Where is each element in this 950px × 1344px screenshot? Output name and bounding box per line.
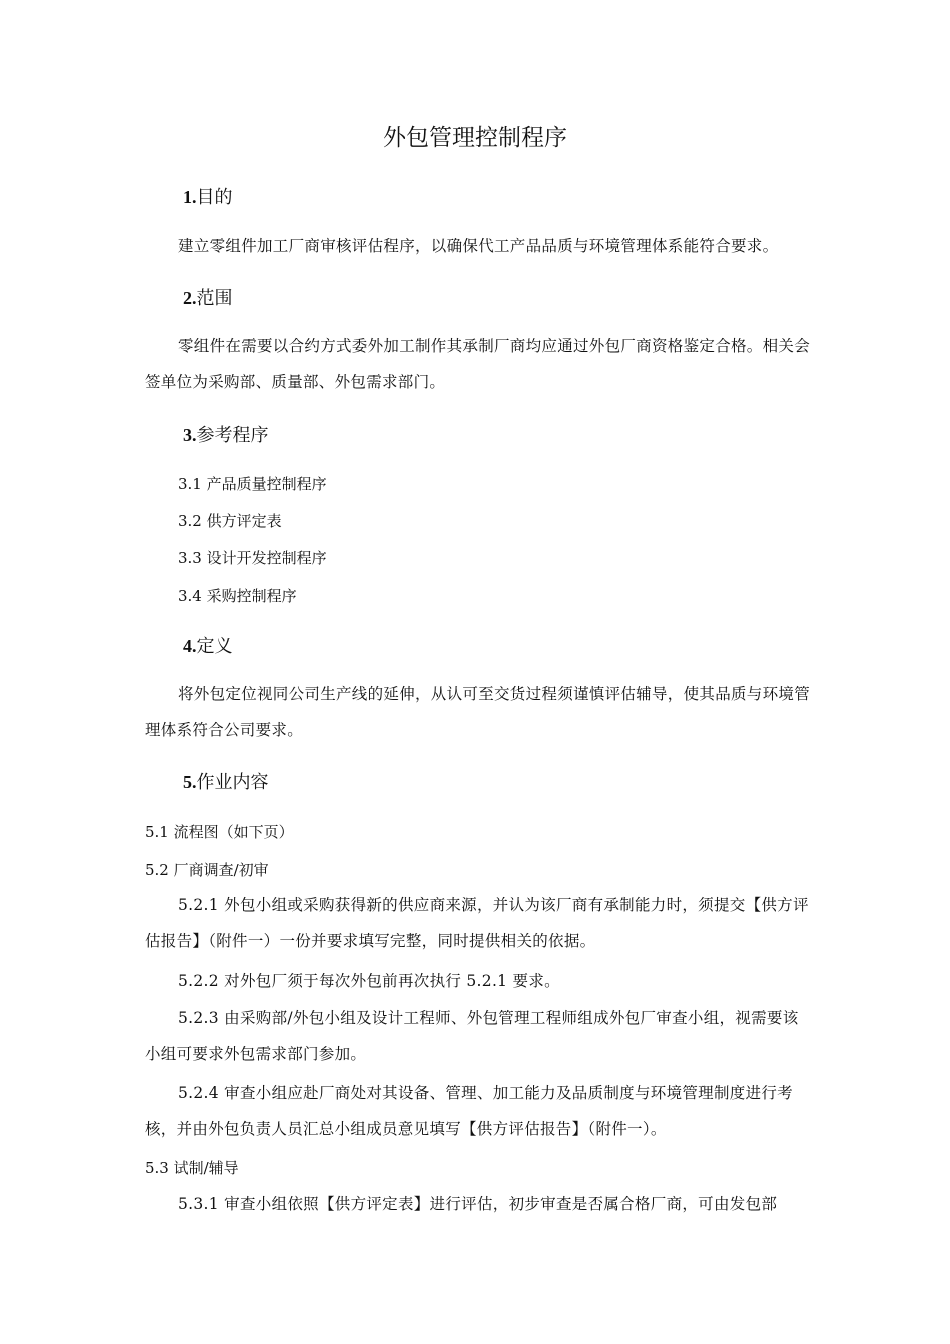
paragraph-5-2-1: 5.2.1 外包小组或采购获得新的供应商来源，并认为该厂商有承制能力时，须提交【供方评估报告】（附件一）一份并要求填写完整，同时提供相关的依据。: [145, 896, 809, 950]
paragraph-5-3-1: 5.3.1 审查小组依照【供方评定表】进行评估，初步审查是否属合格厂商，可由发包部: [178, 1195, 778, 1213]
subsection-5-3: 5.3 试制/辅导: [145, 1159, 239, 1177]
section-2-text: 零组件在需要以合约方式委外加工制作其承制厂商均应通过外包厂商资格鉴定合格。相关会签单位为采购部、质量部、外包需求部门。: [145, 337, 811, 391]
section-2-heading: [183, 284, 233, 310]
section-3-title: 参考程序: [196, 425, 269, 446]
section-3-heading: [183, 421, 269, 447]
section-2-number: 2.: [183, 288, 197, 308]
section-4-title: 定义: [196, 636, 233, 657]
section-1-title: 目的: [196, 187, 233, 208]
reference-item: 3.3 设计开发控制程序: [178, 549, 327, 567]
paragraph-5-2-3: 5.2.3 由采购部/外包小组及设计工程师、外包管理工程师组成外包厂审查小组，视需要该小组可要求外包需求部门参加。: [145, 1009, 799, 1063]
section-4-text: 将外包定位视同公司生产线的延伸，从认可至交货过程须谨慎评估辅导，使其品质与环境管理体系符合公司要求。: [145, 685, 811, 739]
section-5-title: 作业内容: [196, 772, 269, 793]
reference-item: 3.2 供方评定表: [178, 512, 282, 530]
section-3-number: 3.: [183, 425, 197, 445]
section-1-number: 1.: [183, 187, 197, 207]
section-5-number: 5.: [183, 772, 197, 792]
subsection-5-2: 5.2 厂商调查/初审: [145, 861, 269, 879]
section-4-heading: [183, 632, 233, 658]
reference-item: 3.4 采购控制程序: [178, 587, 297, 605]
reference-item: 3.1 产品质量控制程序: [178, 475, 327, 493]
section-4-number: 4.: [183, 636, 197, 656]
section-1-heading: [183, 183, 233, 209]
section-5-heading: [183, 768, 269, 794]
subsection-5-1: 5.1 流程图（如下页）: [145, 823, 294, 841]
document-title: 外包管理控制程序: [383, 125, 567, 151]
paragraph-5-2-2: 5.2.2 对外包厂须于每次外包前再次执行 5.2.1 要求。: [178, 972, 560, 990]
paragraph-5-2-4: 5.2.4 审查小组应赴厂商处对其设备、管理、加工能力及品质制度与环境管理制度进行考核，并由外包负责人员汇总小组成员意见填写【供方评估报告】（附件一）。: [145, 1084, 793, 1138]
section-1-text: 建立零组件加工厂商审核评估程序，以确保代工产品品质与环境管理体系能符合要求。: [178, 237, 779, 255]
section-2-title: 范围: [196, 288, 233, 309]
